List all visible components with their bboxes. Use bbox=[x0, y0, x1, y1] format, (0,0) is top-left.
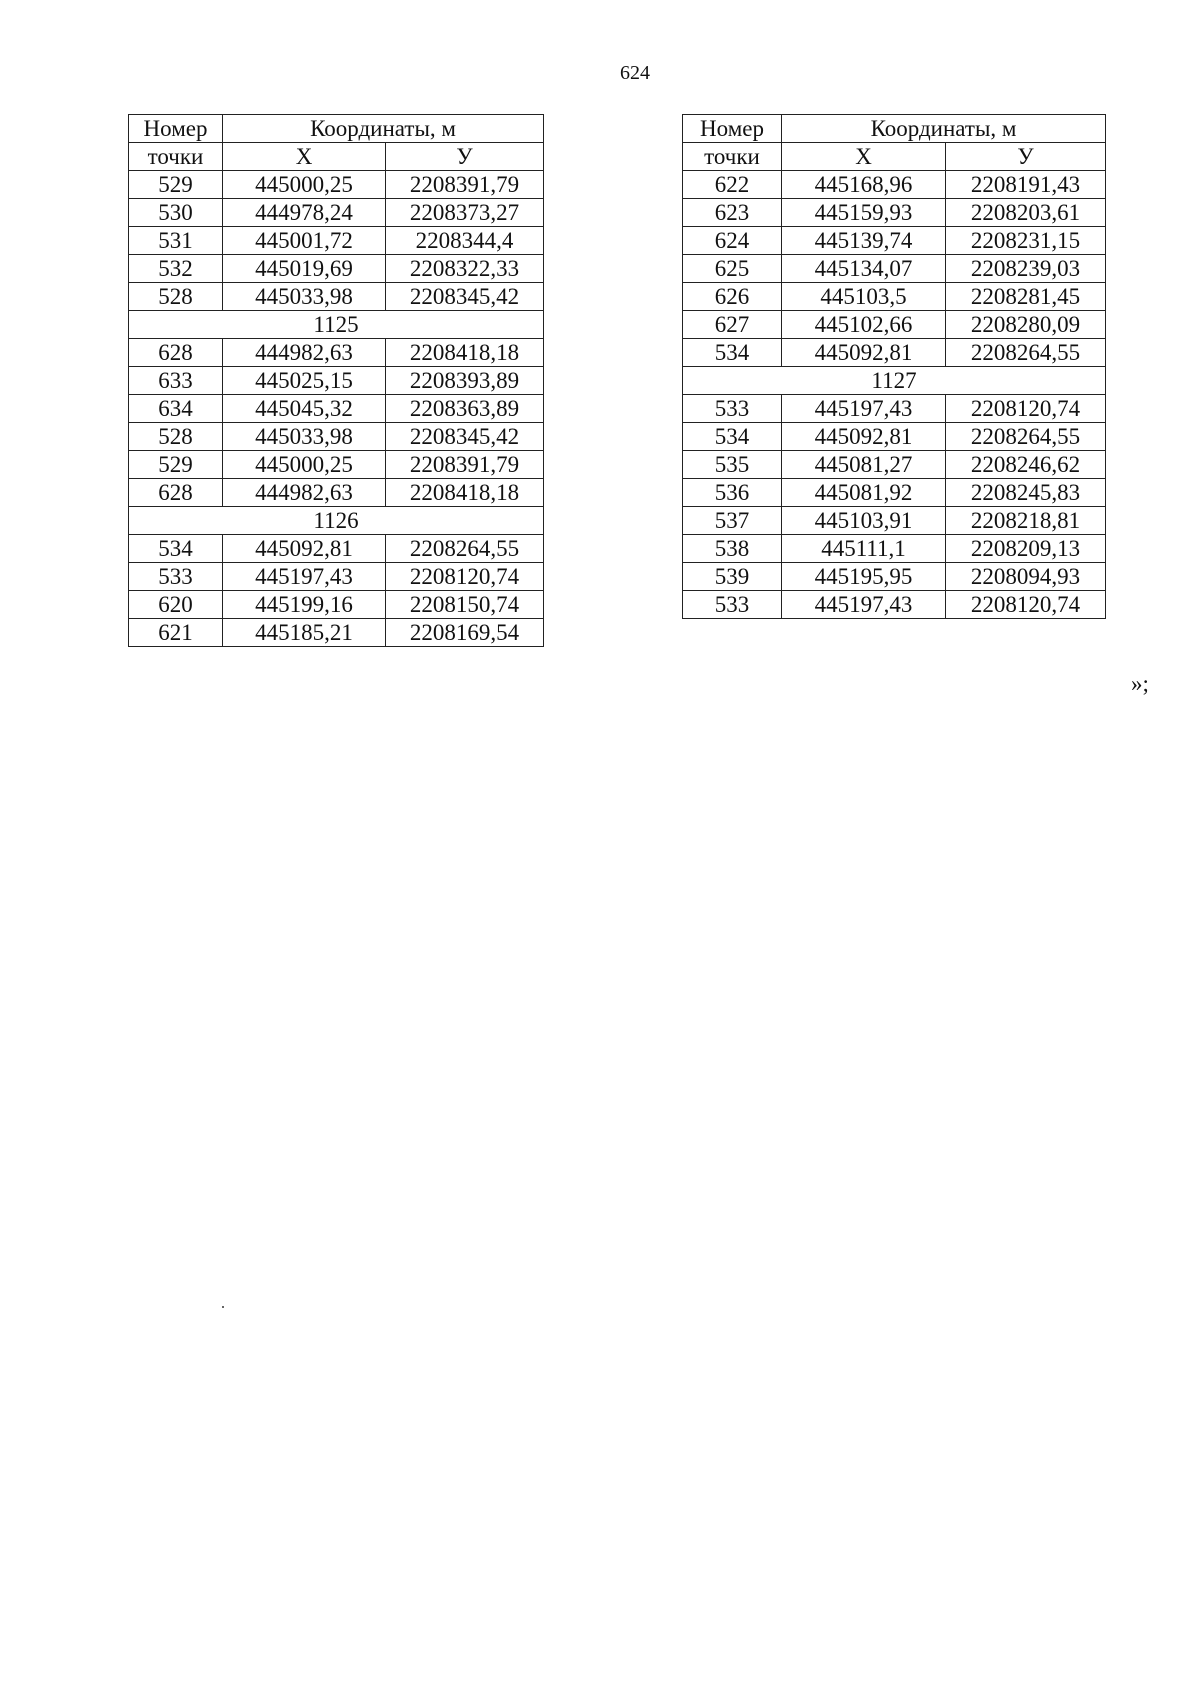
y-coordinate-cell: 2208363,89 bbox=[386, 395, 544, 423]
coords-header: Координаты, м bbox=[782, 115, 1106, 143]
table-row bbox=[683, 423, 1106, 451]
point-header-line2: точки bbox=[129, 143, 223, 171]
y-coordinate-cell: 2208246,62 bbox=[946, 451, 1106, 479]
y-coordinate-cell: 2208264,55 bbox=[386, 535, 544, 563]
x-coordinate-cell: 445197,43 bbox=[782, 591, 946, 619]
y-coordinate-cell: 2208120,74 bbox=[386, 563, 544, 591]
table-row bbox=[683, 535, 1106, 563]
x-coordinate-cell: 445019,69 bbox=[223, 255, 386, 283]
coords-header: Координаты, м bbox=[223, 115, 544, 143]
y-coordinate-cell: 2208391,79 bbox=[386, 451, 544, 479]
point-number-cell: 533 bbox=[683, 395, 782, 423]
point-header-line2: точки bbox=[683, 143, 782, 171]
table-header-row bbox=[129, 115, 544, 143]
y-coordinate-cell: 2208418,18 bbox=[386, 339, 544, 367]
x-coordinate-cell: 445185,21 bbox=[223, 619, 386, 647]
table-subheader-row bbox=[129, 143, 544, 171]
y-coordinate-cell: 2208120,74 bbox=[946, 591, 1106, 619]
point-number-cell: 533 bbox=[129, 563, 223, 591]
y-coordinate-cell: 2208418,18 bbox=[386, 479, 544, 507]
y-coordinate-cell: 2208120,74 bbox=[946, 395, 1106, 423]
point-number-cell: 534 bbox=[683, 423, 782, 451]
x-header: Х bbox=[223, 143, 386, 171]
y-coordinate-cell: 2208245,83 bbox=[946, 479, 1106, 507]
x-coordinate-cell: 445033,98 bbox=[223, 423, 386, 451]
table-row bbox=[129, 339, 544, 367]
table-row bbox=[129, 423, 544, 451]
y-coordinate-cell: 2208391,79 bbox=[386, 171, 544, 199]
point-number-cell: 531 bbox=[129, 227, 223, 255]
table-row bbox=[129, 563, 544, 591]
x-coordinate-cell: 445081,27 bbox=[782, 451, 946, 479]
y-coordinate-cell: 2208094,93 bbox=[946, 563, 1106, 591]
point-number-cell: 536 bbox=[683, 479, 782, 507]
x-coordinate-cell: 445111,1 bbox=[782, 535, 946, 563]
y-coordinate-cell: 2208393,89 bbox=[386, 367, 544, 395]
point-number-cell: 627 bbox=[683, 311, 782, 339]
section-label: 1126 bbox=[129, 507, 544, 535]
point-number-cell: 628 bbox=[129, 479, 223, 507]
y-coordinate-cell: 2208150,74 bbox=[386, 591, 544, 619]
point-number-cell: 625 bbox=[683, 255, 782, 283]
x-coordinate-cell: 444982,63 bbox=[223, 339, 386, 367]
point-number-cell: 620 bbox=[129, 591, 223, 619]
x-coordinate-cell: 445197,43 bbox=[782, 395, 946, 423]
section-row bbox=[129, 311, 544, 339]
table-body bbox=[129, 171, 544, 647]
table-row bbox=[129, 535, 544, 563]
x-coordinate-cell: 445000,25 bbox=[223, 451, 386, 479]
point-number-cell: 539 bbox=[683, 563, 782, 591]
table-row bbox=[129, 171, 544, 199]
section-row bbox=[683, 367, 1106, 395]
x-coordinate-cell: 445081,92 bbox=[782, 479, 946, 507]
table-row bbox=[683, 507, 1106, 535]
y-coordinate-cell: 2208344,4 bbox=[386, 227, 544, 255]
point-number-cell: 626 bbox=[683, 283, 782, 311]
x-coordinate-cell: 445092,81 bbox=[782, 339, 946, 367]
x-coordinate-cell: 444978,24 bbox=[223, 199, 386, 227]
x-coordinate-cell: 445092,81 bbox=[782, 423, 946, 451]
point-number-cell: 624 bbox=[683, 227, 782, 255]
x-coordinate-cell: 445103,91 bbox=[782, 507, 946, 535]
coordinates-table-left bbox=[128, 114, 544, 647]
table-row bbox=[129, 591, 544, 619]
table-row bbox=[683, 283, 1106, 311]
x-coordinate-cell: 445168,96 bbox=[782, 171, 946, 199]
x-coordinate-cell: 445134,07 bbox=[782, 255, 946, 283]
table-row bbox=[683, 451, 1106, 479]
point-number-cell: 628 bbox=[129, 339, 223, 367]
table-row bbox=[683, 227, 1106, 255]
point-header-line1: Номер bbox=[683, 115, 782, 143]
y-header: У bbox=[946, 143, 1106, 171]
point-number-cell: 529 bbox=[129, 171, 223, 199]
y-coordinate-cell: 2208209,13 bbox=[946, 535, 1106, 563]
table-body bbox=[683, 171, 1106, 619]
x-coordinate-cell: 445033,98 bbox=[223, 283, 386, 311]
point-number-cell: 530 bbox=[129, 199, 223, 227]
table-row bbox=[129, 283, 544, 311]
table-row bbox=[129, 619, 544, 647]
y-coordinate-cell: 2208239,03 bbox=[946, 255, 1106, 283]
x-coordinate-cell: 445000,25 bbox=[223, 171, 386, 199]
point-number-cell: 532 bbox=[129, 255, 223, 283]
page-number: 624 bbox=[620, 62, 650, 84]
y-coordinate-cell: 2208191,43 bbox=[946, 171, 1106, 199]
point-number-cell: 534 bbox=[683, 339, 782, 367]
x-coordinate-cell: 445197,43 bbox=[223, 563, 386, 591]
x-coordinate-cell: 445045,32 bbox=[223, 395, 386, 423]
y-coordinate-cell: 2208169,54 bbox=[386, 619, 544, 647]
x-coordinate-cell: 445103,5 bbox=[782, 283, 946, 311]
point-number-cell: 529 bbox=[129, 451, 223, 479]
point-number-cell: 534 bbox=[129, 535, 223, 563]
table-row bbox=[683, 171, 1106, 199]
y-header: У bbox=[386, 143, 544, 171]
table-header-row bbox=[683, 115, 1106, 143]
table-row bbox=[683, 199, 1106, 227]
y-coordinate-cell: 2208231,15 bbox=[946, 227, 1106, 255]
point-number-cell: 535 bbox=[683, 451, 782, 479]
table-row bbox=[129, 367, 544, 395]
x-coordinate-cell: 445102,66 bbox=[782, 311, 946, 339]
y-coordinate-cell: 2208203,61 bbox=[946, 199, 1106, 227]
x-coordinate-cell: 445025,15 bbox=[223, 367, 386, 395]
closing-quote-mark: »; bbox=[1131, 671, 1149, 696]
point-number-cell: 528 bbox=[129, 283, 223, 311]
table-row bbox=[683, 591, 1106, 619]
table-row bbox=[683, 255, 1106, 283]
point-number-cell: 621 bbox=[129, 619, 223, 647]
table-row bbox=[129, 451, 544, 479]
point-number-cell: 623 bbox=[683, 199, 782, 227]
scan-speck bbox=[222, 1306, 224, 1308]
table-row bbox=[129, 199, 544, 227]
coordinates-table-right bbox=[682, 114, 1106, 619]
table-subheader-row bbox=[683, 143, 1106, 171]
table-row bbox=[683, 311, 1106, 339]
point-number-cell: 533 bbox=[683, 591, 782, 619]
section-row bbox=[129, 507, 544, 535]
point-number-cell: 538 bbox=[683, 535, 782, 563]
x-coordinate-cell: 445139,74 bbox=[782, 227, 946, 255]
point-number-cell: 622 bbox=[683, 171, 782, 199]
point-number-cell: 528 bbox=[129, 423, 223, 451]
table-row bbox=[683, 339, 1106, 367]
table-row bbox=[683, 479, 1106, 507]
x-coordinate-cell: 445159,93 bbox=[782, 199, 946, 227]
y-coordinate-cell: 2208280,09 bbox=[946, 311, 1106, 339]
x-coordinate-cell: 445195,95 bbox=[782, 563, 946, 591]
y-coordinate-cell: 2208264,55 bbox=[946, 423, 1106, 451]
point-number-cell: 634 bbox=[129, 395, 223, 423]
table-row bbox=[129, 227, 544, 255]
point-header-line1: Номер bbox=[129, 115, 223, 143]
y-coordinate-cell: 2208373,27 bbox=[386, 199, 544, 227]
section-label: 1125 bbox=[129, 311, 544, 339]
y-coordinate-cell: 2208264,55 bbox=[946, 339, 1106, 367]
y-coordinate-cell: 2208322,33 bbox=[386, 255, 544, 283]
x-coordinate-cell: 445092,81 bbox=[223, 535, 386, 563]
point-number-cell: 633 bbox=[129, 367, 223, 395]
table-row bbox=[129, 255, 544, 283]
table-row bbox=[683, 395, 1106, 423]
y-coordinate-cell: 2208345,42 bbox=[386, 283, 544, 311]
x-coordinate-cell: 445199,16 bbox=[223, 591, 386, 619]
table-row bbox=[129, 479, 544, 507]
point-number-cell: 537 bbox=[683, 507, 782, 535]
y-coordinate-cell: 2208345,42 bbox=[386, 423, 544, 451]
x-coordinate-cell: 445001,72 bbox=[223, 227, 386, 255]
y-coordinate-cell: 2208218,81 bbox=[946, 507, 1106, 535]
section-label: 1127 bbox=[683, 367, 1106, 395]
table-row bbox=[683, 563, 1106, 591]
table-row bbox=[129, 395, 544, 423]
y-coordinate-cell: 2208281,45 bbox=[946, 283, 1106, 311]
x-header: Х bbox=[782, 143, 946, 171]
x-coordinate-cell: 444982,63 bbox=[223, 479, 386, 507]
